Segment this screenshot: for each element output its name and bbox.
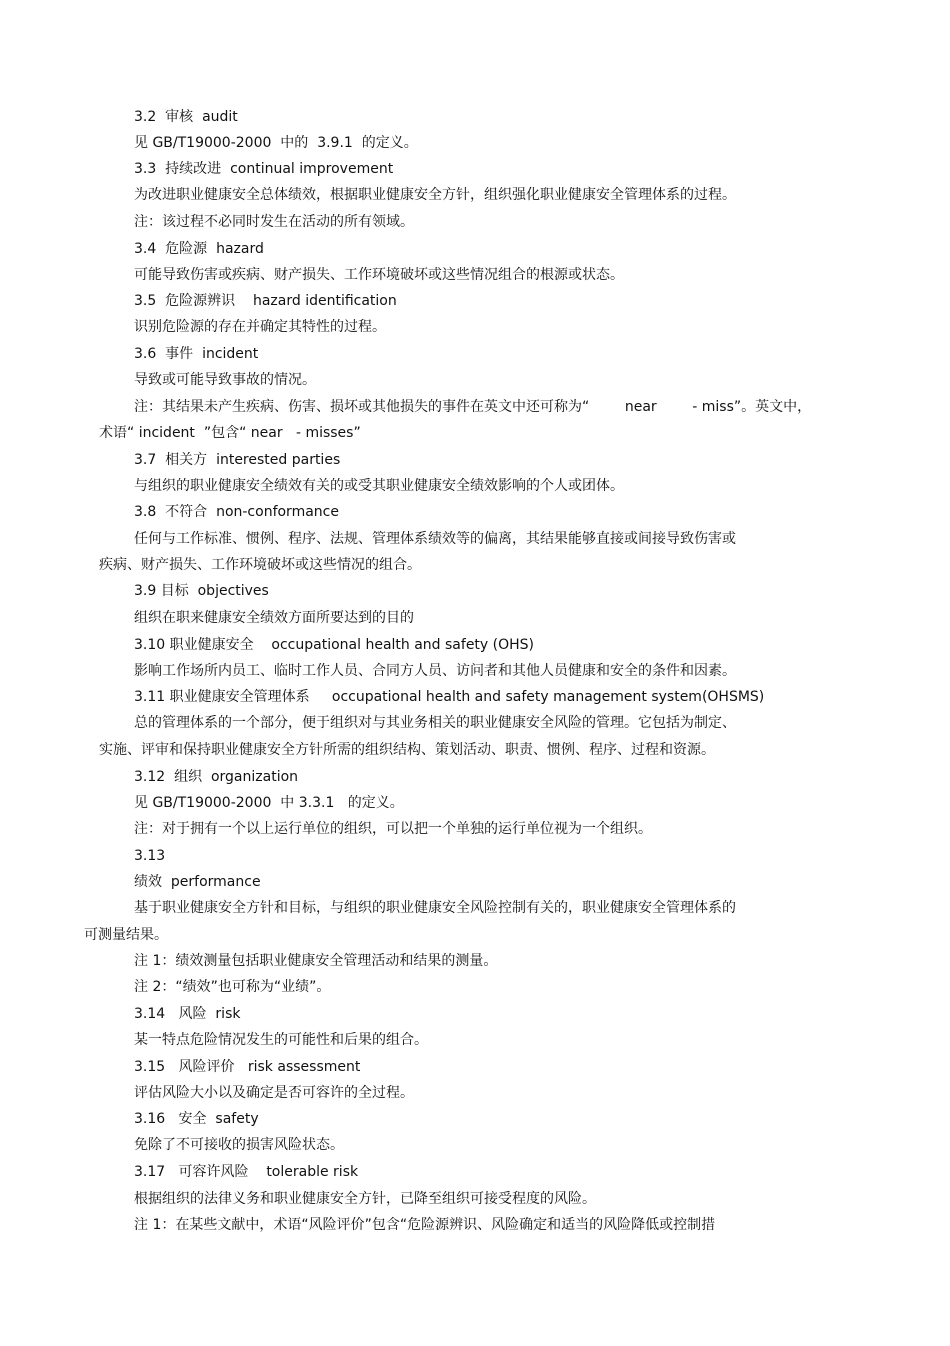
- paragraph-line-continued: 可测量结果。: [84, 927, 168, 943]
- paragraph-line: 根据组织的法律义务和职业健康安全方针，已降至组织可接受程度的风险。: [134, 1191, 596, 1207]
- section-heading-3-13: 3.13: [134, 848, 166, 864]
- section-heading-3-17: 3.17 可容许风险 tolerable risk: [134, 1164, 359, 1180]
- paragraph-line: 某一特点危险情况发生的可能性和后果的组合。: [134, 1032, 428, 1048]
- paragraph-line-continued: 疾病、财产损失、工作环境破坏或这些情况的组合。: [99, 557, 421, 573]
- paragraph-line: 见 GB/T19000-2000 中的 3.9.1 的定义。: [134, 135, 418, 151]
- section-heading-3-14: 3.14 风险 risk: [134, 1006, 241, 1022]
- section-heading-3-3: 3.3 持续改进 continual improvement: [134, 161, 394, 177]
- section-heading-3-16: 3.16 安全 safety: [134, 1111, 259, 1127]
- section-heading-3-2: 3.2 审核 audit: [134, 109, 238, 125]
- paragraph-line: 可能导致伤害或疾病、财产损失、工作环境破坏或这些情况组合的根源或状态。: [134, 267, 624, 283]
- section-heading-3-5: 3.5 危险源辨识 hazard identification: [134, 293, 397, 309]
- paragraph-line: 免除了不可接收的损害风险状态。: [134, 1137, 344, 1153]
- note-line: 注 1：在某些文献中，术语“风险评价”包含“危险源辨识、风险确定和适当的风险降低或控制措: [134, 1217, 716, 1233]
- section-heading-3-11: 3.11 职业健康安全管理体系 occupational health and safety management system(OHSMS): [134, 689, 765, 705]
- paragraph-line: 影响工作场所内员工、临时工作人员、合同方人员、访问者和其他人员健康和安全的条件和因素。: [134, 663, 736, 679]
- paragraph-line: 任何与工作标准、惯例、程序、法规、管理体系绩效等的偏离，其结果能够直接或间接导致伤害或: [134, 531, 736, 547]
- note-line: 注：该过程不必同时发生在活动的所有领域。: [134, 214, 414, 230]
- section-heading-3-10: 3.10 职业健康安全 occupational health and safety (OHS): [134, 637, 535, 653]
- note-line: 注：其结果未产生疾病、伤害、损坏或其他损失的事件在英文中还可称为“ near - miss”。英文中，: [134, 399, 812, 415]
- section-heading-3-8: 3.8 不符合 non-conformance: [134, 504, 339, 520]
- section-heading-3-6: 3.6 事件 incident: [134, 346, 259, 362]
- paragraph-line: 为改进职业健康安全总体绩效，根据职业健康安全方针，组织强化职业健康安全管理体系的过程。: [134, 187, 736, 203]
- section-heading-3-7: 3.7 相关方 interested parties: [134, 452, 341, 468]
- paragraph-line: 总的管理体系的一个部分，便于组织对与其业务相关的职业健康安全风险的管理。它包括为制定、: [134, 715, 736, 731]
- term-line: 绩效 performance: [134, 874, 261, 890]
- section-heading-3-12: 3.12 组织 organization: [134, 769, 299, 785]
- paragraph-line: 导致或可能导致事故的情况。: [134, 372, 316, 388]
- paragraph-line: 见 GB/T19000-2000 中 3.3.1 的定义。: [134, 795, 404, 811]
- paragraph-line: 与组织的职业健康安全绩效有关的或受其职业健康安全绩效影响的个人或团体。: [134, 478, 624, 494]
- note-line-continued: 术语“ incident ”包含“ near - misses”: [99, 425, 361, 441]
- paragraph-line: 识别危险源的存在并确定其特性的过程。: [134, 319, 386, 335]
- paragraph-line: 组织在职来健康安全绩效方面所要达到的目的: [134, 610, 414, 626]
- note-line: 注 1：绩效测量包括职业健康安全管理活动和结果的测量。: [134, 953, 498, 969]
- section-heading-3-15: 3.15 风险评价 risk assessment: [134, 1059, 361, 1075]
- note-line: 注 2：“绩效”也可称为“业绩”。: [134, 979, 331, 995]
- section-heading-3-9: 3.9 目标 objectives: [134, 583, 269, 599]
- section-heading-3-4: 3.4 危险源 hazard: [134, 241, 264, 257]
- paragraph-line-continued: 实施、评审和保持职业健康安全方针所需的组织结构、策划活动、职责、惯例、程序、过程和资源。: [99, 742, 715, 758]
- paragraph-line: 基于职业健康安全方针和目标，与组织的职业健康安全风险控制有关的，职业健康安全管理体系的: [134, 900, 736, 916]
- note-line: 注：对于拥有一个以上运行单位的组织，可以把一个单独的运行单位视为一个组织。: [134, 821, 652, 837]
- paragraph-line: 评估风险大小以及确定是否可容许的全过程。: [134, 1085, 414, 1101]
